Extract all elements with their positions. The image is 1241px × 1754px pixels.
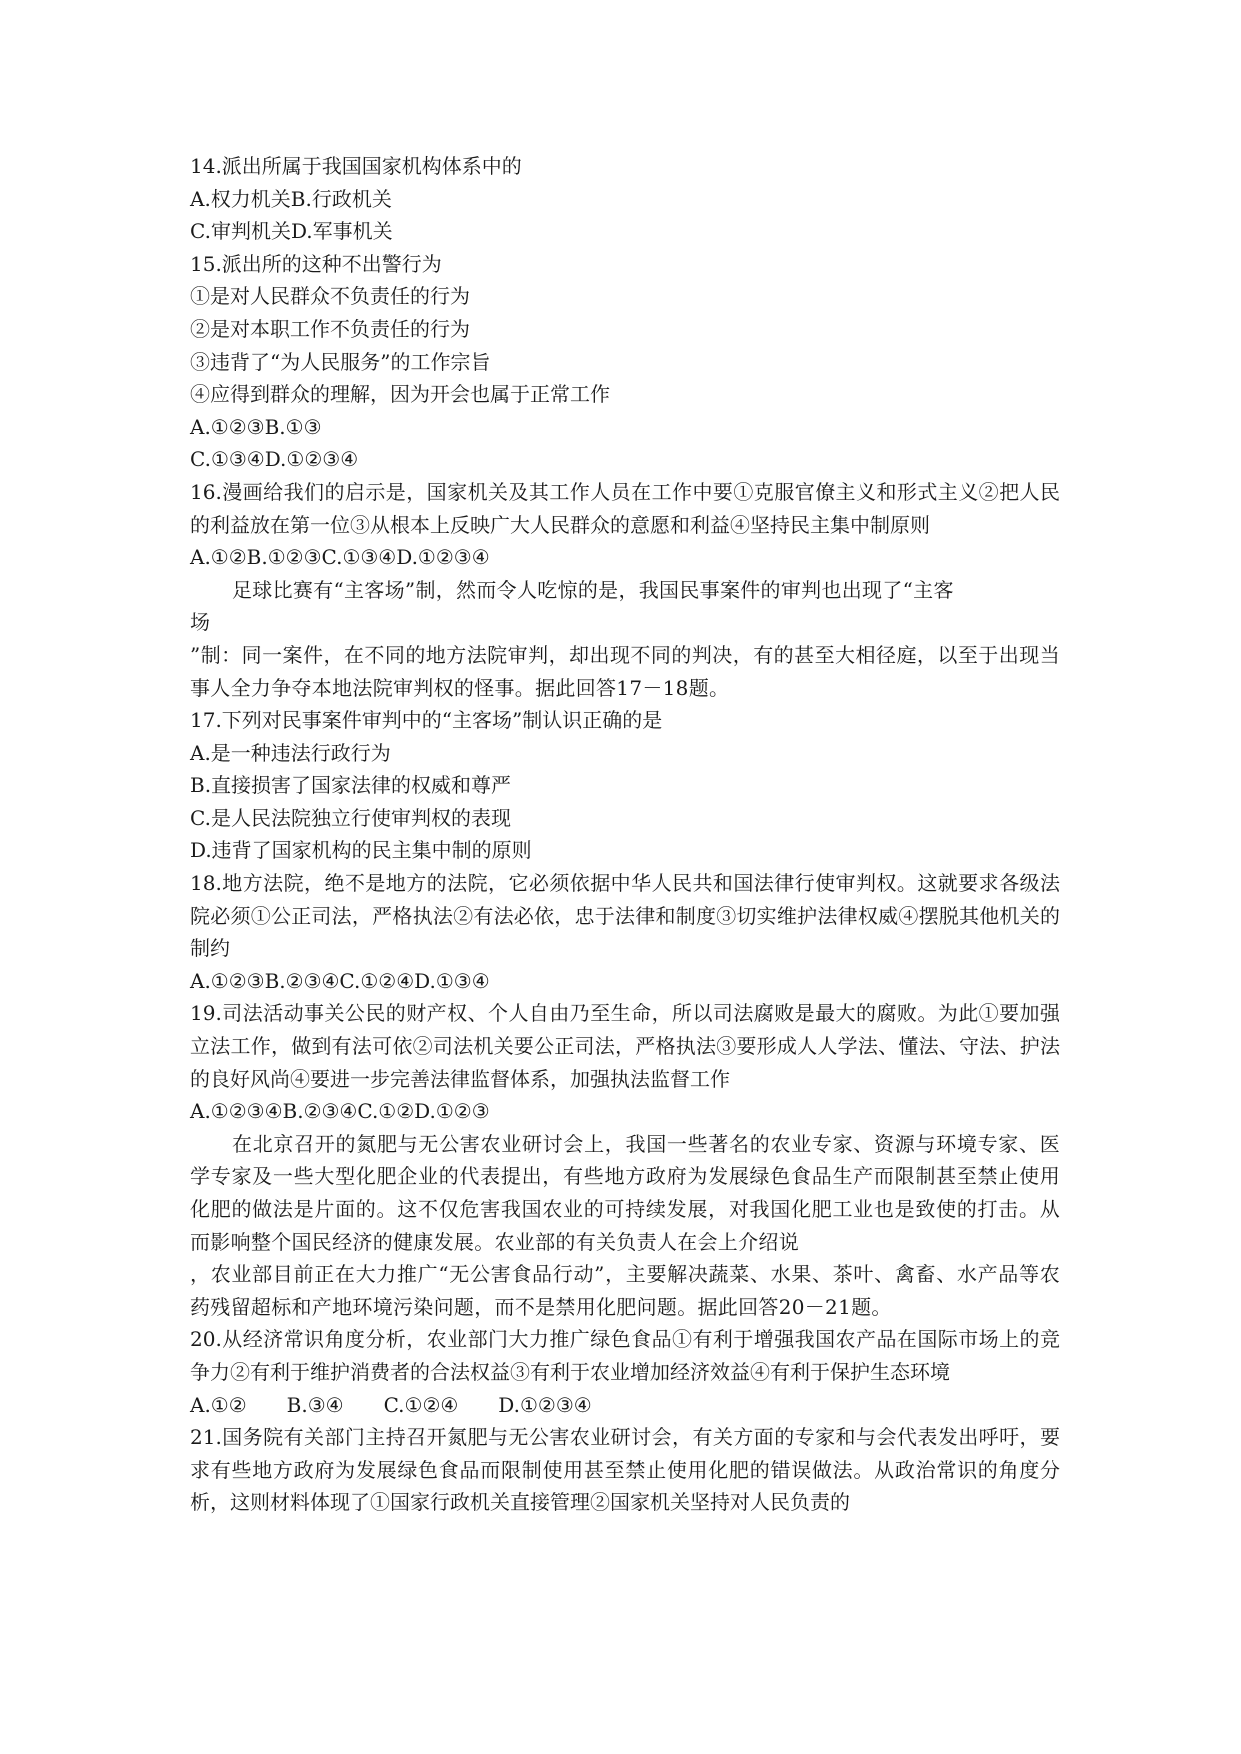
q15-stem: 15.派出所的这种不出警行为	[190, 251, 442, 276]
q16-stem: 16.漫画给我们的启示是，国家机关及其工作人员在工作中要①克服官僚主义和形式主义②把人民的利益放在第一位③从根本上反映广大人民群众的意愿和利益④坚持民主集中制原则	[190, 479, 1060, 537]
q15-options-cd: C.①③④D.①②③④	[190, 447, 359, 472]
material-1-line-3: ”制：同一案件，在不同的地方法院审判，却出现不同的判决，有的甚至大相径庭，以至于出现当事人全力争夺本地法院审判权的怪事。据此回答17－18题。	[190, 642, 1060, 700]
q15-item-4: ④应得到群众的理解，因为开会也属于正常工作	[190, 382, 610, 407]
q14-options-cd: C.审判机关D.军事机关	[190, 219, 393, 244]
material-1-line-1: 足球比赛有“主客场”制，然而令人吃惊的是，我国民事案件的审判也出现了“主客	[232, 577, 954, 602]
q21-stem: 21.国务院有关部门主持召开氮肥与无公害农业研讨会，有关方面的专家和与会代表发出呼吁，要求有些地方政府为发展绿色食品而限制使用甚至禁止使用化肥的错误做法。从政治常识的角度分析，这则材料体现了①国家行政机关直接管理②国家机关坚持对人民负责的	[190, 1425, 1060, 1515]
q19-options: A.①②③④B.②③④C.①②D.①②③	[190, 1099, 490, 1124]
q15-item-1: ①是对人民群众不负责任的行为	[190, 284, 470, 309]
q15-item-2: ②是对本职工作不负责任的行为	[190, 316, 470, 341]
material-2-part-1: 在北京召开的氮肥与无公害农业研讨会上，我国一些著名的农业专家、资源与环境专家、医学专家及一些大型化肥企业的代表提出，有些地方政府为发展绿色食品生产而限制甚至禁止使用化肥的做法是片面的。这不仅危害我国农业的可持续发展，对我国化肥工业也是致使的打击。从而影响整个国民经济的健康发展。农业部的有关负责人在会上介绍说	[190, 1131, 1060, 1254]
q20-options: A.①② B.③④ C.①②④ D.①②③④	[190, 1392, 592, 1417]
q17-option-b: B.直接损害了国家法律的权威和尊严	[190, 773, 512, 798]
q17-stem: 17.下列对民事案件审判中的“主客场”制认识正确的是	[190, 708, 663, 733]
q20-stem: 20.从经济常识角度分析，农业部门大力推广绿色食品①有利于增强我国农产品在国际市场上的竞争力②有利于维护消费者的合法权益③有利于农业增加经济效益④有利于保护生态环境	[190, 1327, 1060, 1384]
q15-item-3: ③违背了“为人民服务”的工作宗旨	[190, 349, 491, 374]
q15-options-ab: A.①②③B.①③	[190, 414, 322, 439]
q18-options: A.①②③B.②③④C.①②④D.①③④	[190, 968, 490, 993]
material-1-line-2: 场	[190, 610, 211, 635]
q18-stem: 18.地方法院，绝不是地方的法院，它必须依据中华人民共和国法律行使审判权。这就要求各级法院必须①公正司法，严格执法②有法必依，忠于法律和制度③切实维护法律权威④摆脱其他机关的制约	[190, 871, 1060, 961]
q17-option-c: C.是人民法院独立行使审判权的表现	[190, 805, 511, 830]
material-2-part-2: ，农业部目前正在大力推广“无公害食品行动”，主要解决蔬菜、水果、茶叶、禽畜、水产品等农药残留超标和产地环境污染问题，而不是禁用化肥问题。据此回答20－21题。	[190, 1262, 1060, 1319]
q16-options: A.①②B.①②③C.①③④D.①②③④	[190, 545, 490, 570]
q14-options-ab: A.权力机关B.行政机关	[190, 186, 392, 211]
q17-option-d: D.违背了国家机构的民主集中制的原则	[190, 838, 532, 863]
q14-stem: 14.派出所属于我国国家机构体系中的	[190, 154, 522, 178]
document-page	[190, 150, 1060, 1519]
q17-option-a: A.是一种违法行政行为	[190, 740, 391, 765]
q19-stem: 19.司法活动事关公民的财产权、个人自由乃至生命，所以司法腐败是最大的腐败。为此①要加强立法工作，做到有法可依②司法机关要公正司法，严格执法③要形成人人学法、懂法、守法、护法的良好风尚④要进一步完善法律监督体系，加强执法监督工作	[190, 1001, 1060, 1091]
